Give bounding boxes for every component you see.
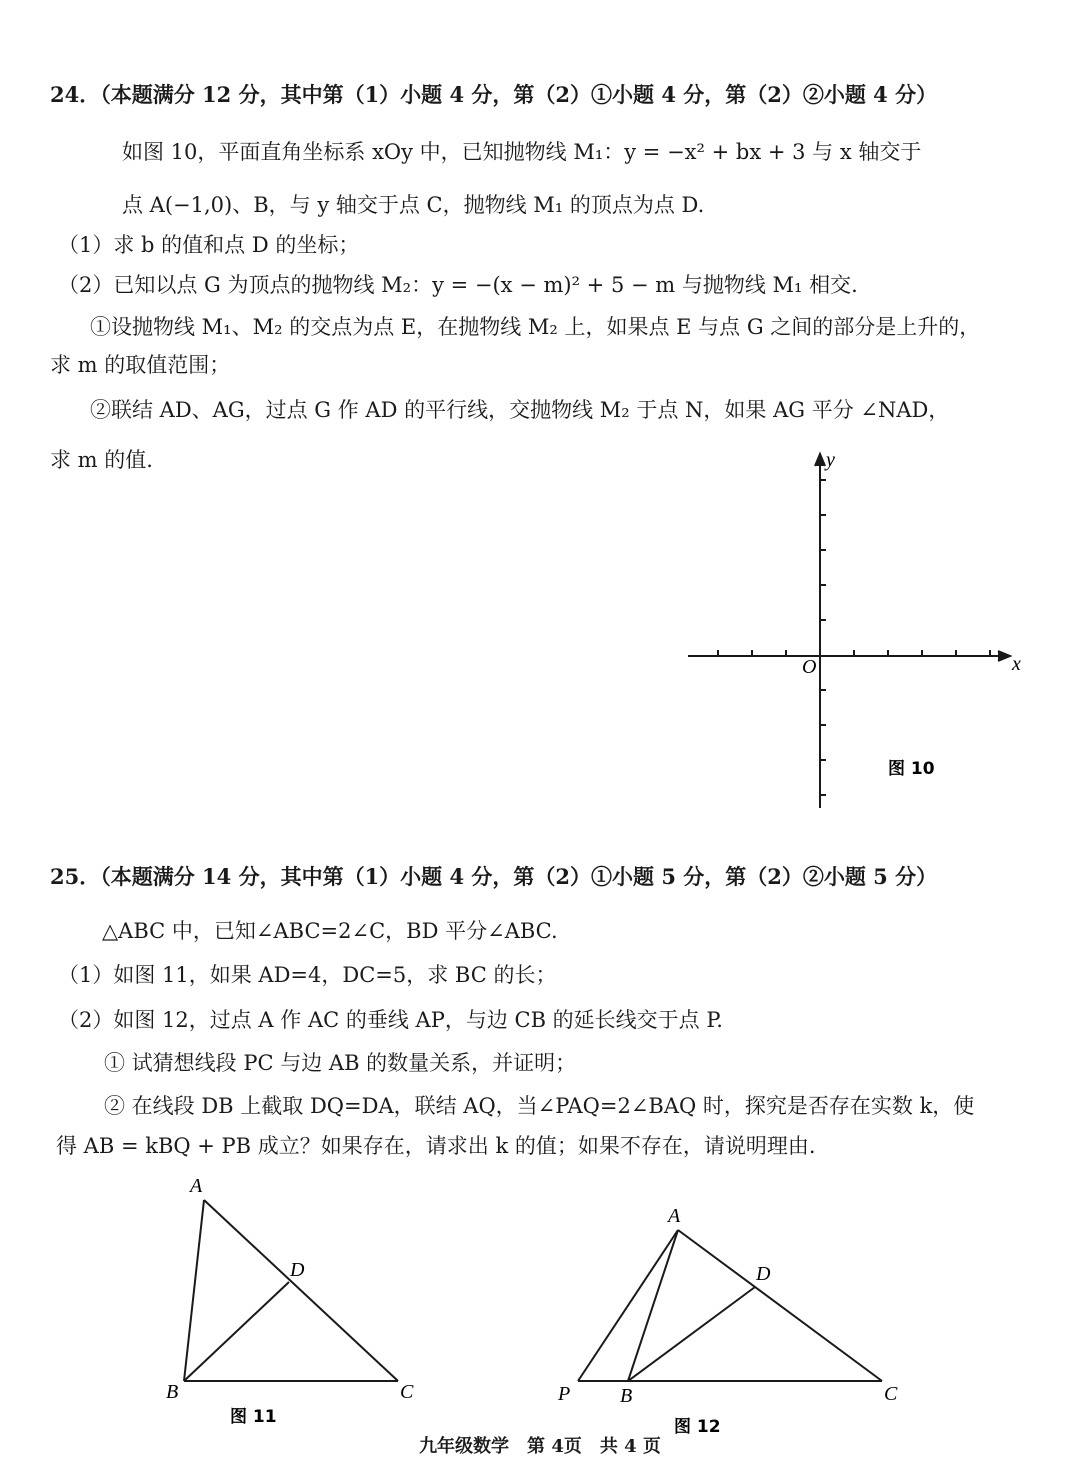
q24-intro-line1: 如图 10，平面直角坐标系 xOy 中，已知抛物线 M₁：y = −x² + bx + 3 与 x 轴交于 xyxy=(122,140,922,164)
q24-heading: 24．（本题满分 12 分，其中第（1）小题 4 分，第（2）①小题 4 分，第（2）②小题 4 分） xyxy=(50,82,938,107)
q25-heading: 25．（本题满分 14 分，其中第（1）小题 4 分，第（2）①小题 5 分，第（2）②小题 5 分） xyxy=(50,864,938,889)
fig12-label-D: D xyxy=(756,1263,771,1285)
fig11-label-A: A xyxy=(190,1175,203,1197)
y-axis-label: y xyxy=(826,449,835,471)
figure-10-caption: 图 10 xyxy=(888,759,935,779)
segment-AB xyxy=(628,1230,678,1381)
figure-11-caption: 图 11 xyxy=(230,1407,277,1427)
x-axis-label: x xyxy=(1012,653,1021,675)
q24-part2: （2）已知以点 G 为顶点的抛物线 M₂：y = −(x − m)² + 5 − m 与抛物线 M₁ 相交. xyxy=(58,273,858,297)
segment-BD xyxy=(628,1287,755,1381)
q24-sub1-line2: 求 m 的取值范围； xyxy=(50,353,231,377)
fig12-label-P: P xyxy=(558,1383,571,1405)
fig11-label-D: D xyxy=(290,1259,305,1281)
figure-12-caption: 图 12 xyxy=(674,1417,721,1437)
segment-AP xyxy=(578,1230,678,1381)
q24-sub1-line1: ①设抛物线 M₁、M₂ 的交点为点 E，在抛物线 M₂ 上，如果点 E 与点 G 之间的部分是上升的， xyxy=(90,315,981,339)
q25-sub2-line1: ② 在线段 DB 上截取 DQ=DA，联结 AQ，当∠PAQ=2∠BAQ 时，探究是否存在实数 k，使 xyxy=(104,1094,975,1118)
fig11-label-C: C xyxy=(400,1381,414,1403)
origin-label: O xyxy=(802,656,817,678)
q24-intro-line2: 点 A(−1,0)、B，与 y 轴交于点 C，抛物线 M₁ 的顶点为点 D. xyxy=(122,193,705,217)
fig12-label-B: B xyxy=(620,1385,633,1407)
q25-sub1: ① 试猜想线段 PC 与边 AB 的数量关系，并证明； xyxy=(104,1051,577,1075)
q24-part1: （1）求 b 的值和点 D 的坐标； xyxy=(58,233,360,257)
q25-sub2-line2: 得 AB = kBQ + PB 成立？如果存在，请求出 k 的值；如果不存在，请说明理由. xyxy=(56,1134,816,1158)
q24-sub2-line1: ②联结 AD、AG，过点 G 作 AD 的平行线，交抛物线 M₂ 于点 N，如果 AG 平分 ∠NAD， xyxy=(90,398,950,422)
page-footer: 九年级数学 第 4页 共 4 页 xyxy=(419,1436,661,1457)
segment-AC xyxy=(678,1230,882,1381)
q25-part2: （2）如图 12，过点 A 作 AC 的垂线 AP，与边 CB 的延长线交于点 P. xyxy=(58,1008,723,1032)
fig11-label-B: B xyxy=(166,1381,179,1403)
q25-intro: △ABC 中，已知∠ABC=2∠C，BD 平分∠ABC. xyxy=(102,919,558,943)
q24-sub2-line2: 求 m 的值. xyxy=(50,448,153,472)
q25-part1: （1）如图 11，如果 AD=4，DC=5，求 BC 的长； xyxy=(58,963,557,987)
fig12-label-C: C xyxy=(884,1383,898,1405)
fig12-label-A: A xyxy=(668,1205,681,1227)
